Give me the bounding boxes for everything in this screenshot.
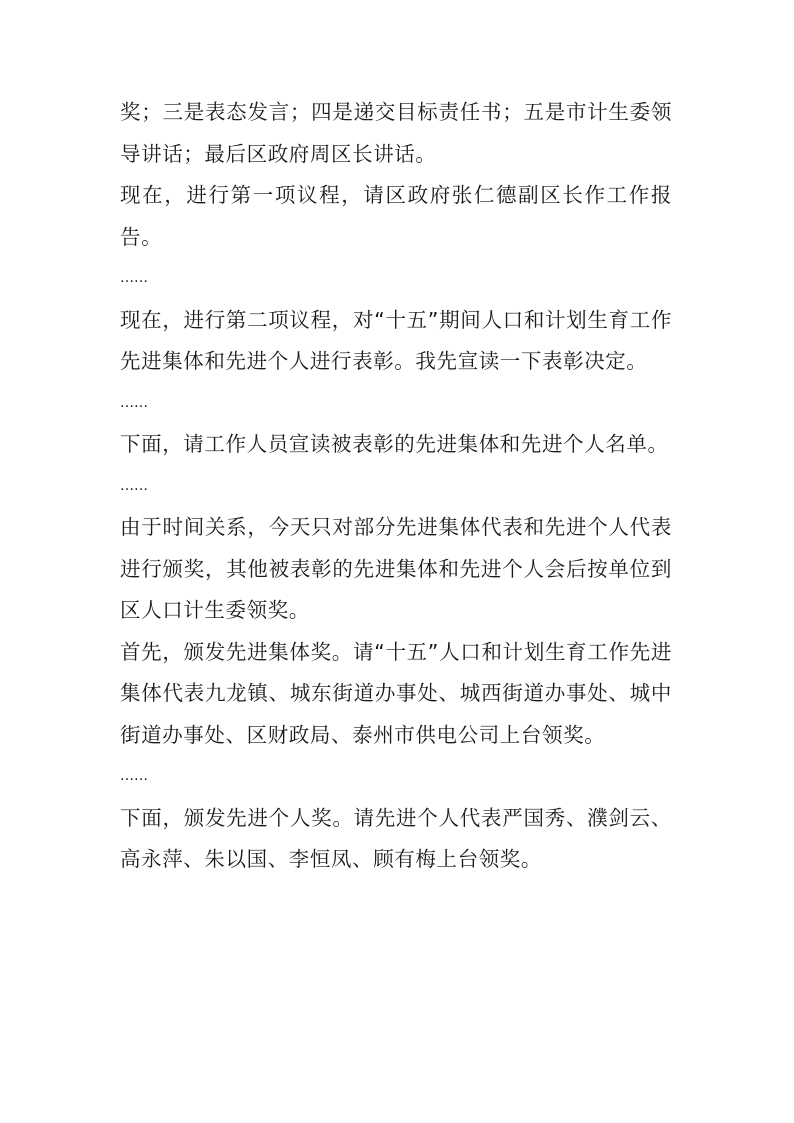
paragraph-individual-award: 下面，颁发先进个人奖。请先进个人代表严国秀、濮剑云、高永萍、朱以国、李恒凤、顾有梅上台领奖。 bbox=[120, 805, 672, 871]
document-body bbox=[120, 92, 672, 881]
paragraph-second-item: 现在，进行第二项议程，对“十五”期间人口和计划生育工作先进集体和先进个人进行表彰。我先宣读一下表彰决定。 bbox=[120, 307, 672, 373]
paragraph-agenda-list: 奖；三是表态发言；四是递交目标责任书；五是市计生委领导讲话；最后区政府周区长讲话。 bbox=[120, 100, 672, 166]
ellipsis-1: …… bbox=[120, 270, 148, 286]
paragraph-collective-award: 首先，颁发先进集体奖。请“十五”人口和计划生育工作先进集体代表九龙镇、城东街道办事处、城西街道办事处、城中街道办事处、区财政局、泰州市供电公司上台领奖。 bbox=[120, 639, 672, 747]
paragraph-name-list: 下面，请工作人员宣读被表彰的先进集体和先进个人名单。 bbox=[120, 432, 669, 456]
paragraph-time-note: 由于时间关系，今天只对部分先进集体代表和先进个人代表进行颁奖，其他被表彰的先进集体和先进个人会后按单位到区人口计生委领奖。 bbox=[120, 515, 672, 622]
paragraph-first-item: 现在，进行第一项议程，请区政府张仁德副区长作工作报告。 bbox=[120, 183, 672, 249]
ellipsis-3: …… bbox=[120, 477, 148, 494]
ellipsis-4: …… bbox=[120, 768, 148, 784]
ellipsis-2: …… bbox=[120, 394, 148, 411]
